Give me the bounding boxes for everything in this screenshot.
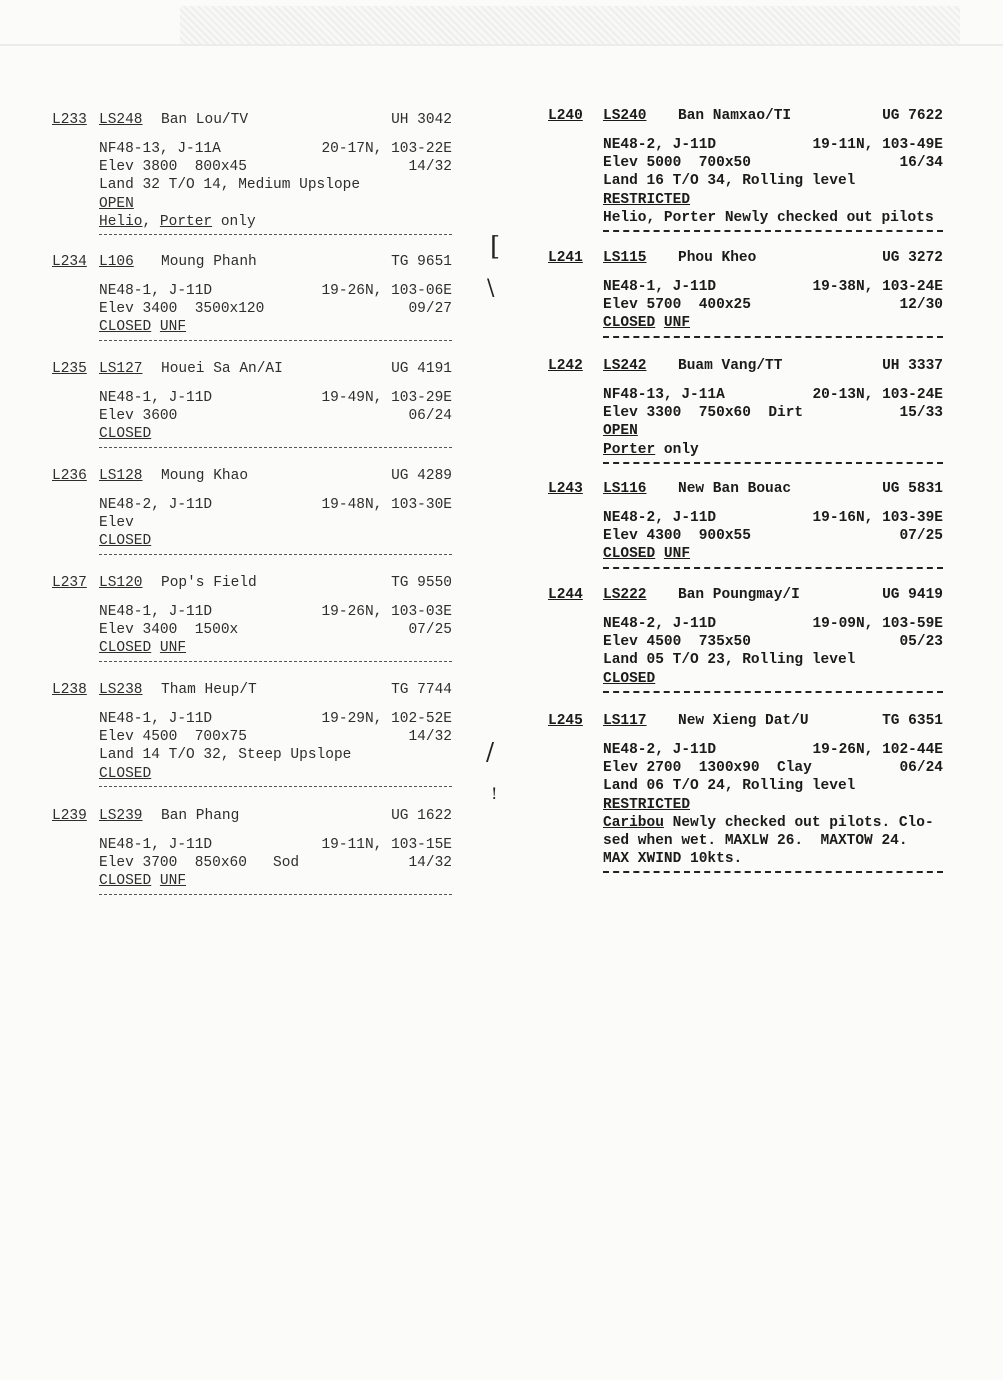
entry-details	[603, 386, 943, 459]
detail-line	[99, 282, 452, 300]
separator-rule	[99, 786, 452, 787]
detail-text: NF48-13, J-11A	[99, 141, 221, 157]
entry-l239	[52, 806, 452, 895]
entry-l235	[52, 359, 452, 448]
detail-line	[99, 621, 452, 639]
detail-line	[99, 603, 452, 621]
entry-l233	[52, 110, 452, 235]
status-text: CLOSED	[603, 546, 656, 563]
grid-reference: UG 9419	[882, 587, 943, 603]
separator-rule	[99, 340, 452, 341]
detail-line	[99, 514, 452, 532]
status-text: CLOSED	[603, 670, 656, 687]
entry-details	[603, 741, 943, 868]
coords-runway: 06/24	[899, 760, 943, 777]
detail-line	[99, 836, 452, 854]
detail-line	[99, 300, 452, 318]
entry-header	[52, 806, 452, 826]
coords-runway: 12/30	[899, 297, 943, 314]
entry-l242	[548, 356, 943, 464]
detail-line	[99, 407, 452, 425]
status-text: CLOSED	[99, 640, 152, 657]
entry-l240	[548, 106, 943, 232]
grid-reference: UG 3272	[882, 250, 943, 266]
status-text: CLOSED	[99, 873, 152, 890]
detail-text: Elev 3300 750x60 Dirt	[603, 405, 804, 422]
grid-reference: UG 5831	[882, 481, 943, 497]
status-text: UNF	[159, 319, 187, 336]
site-name: Moung Phanh	[161, 254, 257, 270]
detail-text: Elev 3400 1500x	[99, 622, 239, 639]
entry-details	[99, 496, 452, 551]
separator-rule	[603, 567, 943, 569]
detail-text: NE48-1, J-11D	[99, 390, 213, 406]
detail-line	[99, 765, 452, 783]
status-text: CLOSED	[99, 533, 152, 550]
detail-line	[99, 318, 452, 336]
coords-runway: 19-26N, 103-06E	[321, 283, 452, 299]
detail-text: Elev 5000 700x50	[603, 155, 751, 172]
detail-line	[603, 832, 943, 850]
site-name: Ban Namxao/TI	[678, 108, 792, 124]
detail-text	[655, 546, 664, 562]
detail-line	[99, 854, 452, 872]
detail-line	[603, 741, 943, 759]
detail-line	[603, 191, 943, 209]
detail-text: Land 05 T/O 23, Rolling level	[603, 652, 856, 669]
detail-text: MAX XWIND 10kts.	[603, 851, 743, 868]
lima-site-number: LS240	[603, 108, 647, 124]
coords-runway: 09/27	[408, 301, 452, 318]
status-text: Porter	[603, 441, 656, 458]
separator-rule	[603, 871, 943, 873]
detail-text: NE48-1, J-11D	[99, 837, 213, 853]
grid-reference: TG 6351	[882, 713, 943, 729]
detail-line	[99, 176, 452, 194]
grid-reference: UH 3337	[882, 358, 943, 374]
margin-tick-mark: \	[487, 276, 495, 301]
coords-runway: 14/32	[408, 729, 452, 746]
detail-text: Elev 2700 1300x90 Clay	[603, 760, 812, 777]
detail-line	[603, 633, 943, 651]
status-text: Porter	[159, 213, 213, 230]
detail-text: Elev 3700 850x60 Sod	[99, 855, 300, 872]
detail-line	[603, 545, 943, 563]
detail-text: NE48-1, J-11D	[99, 604, 213, 620]
coords-runway: 05/23	[899, 634, 943, 651]
detail-text: NE48-2, J-11D	[603, 137, 717, 153]
coords-runway: 07/25	[408, 622, 452, 639]
entry-details	[603, 615, 943, 688]
detail-line	[99, 532, 452, 550]
detail-line	[603, 615, 943, 633]
lima-site-number: LS127	[99, 361, 143, 377]
detail-text: NE48-2, J-11D	[603, 742, 717, 758]
site-code: L233	[52, 112, 87, 128]
entry-details	[99, 389, 452, 444]
site-code: L241	[548, 250, 583, 266]
status-text: Helio	[99, 213, 143, 230]
entry-header	[52, 466, 452, 486]
separator-rule	[99, 447, 452, 448]
margin-slash-mark: /	[486, 738, 495, 766]
coords-runway: 14/32	[408, 855, 452, 872]
detail-text: only	[212, 213, 256, 230]
separator-rule	[99, 894, 452, 895]
scan-artifact	[180, 6, 960, 46]
detail-text: Land 06 T/O 24, Rolling level	[603, 778, 856, 795]
site-code: L244	[548, 587, 583, 603]
coords-runway: 20-13N, 103-24E	[812, 387, 943, 403]
detail-line	[603, 278, 943, 296]
entry-details	[603, 136, 943, 227]
grid-reference: UG 4289	[391, 468, 452, 484]
site-name: Houei Sa An/AI	[161, 361, 283, 377]
site-code: L245	[548, 713, 583, 729]
detail-line	[99, 746, 452, 764]
grid-reference: TG 9550	[391, 575, 452, 591]
coords-runway: 19-11N, 103-49E	[812, 137, 943, 153]
detail-text: only	[655, 441, 699, 458]
status-text: UNF	[159, 873, 187, 890]
lima-site-number: L106	[99, 254, 134, 270]
detail-text: Elev 4300 900x55	[603, 528, 751, 545]
detail-line	[99, 496, 452, 514]
coords-runway: 14/32	[408, 159, 452, 176]
detail-text: Elev 4500 735x50	[603, 634, 751, 651]
detail-line	[603, 509, 943, 527]
detail-line	[603, 314, 943, 332]
detail-line	[603, 209, 943, 227]
site-code: L238	[52, 682, 87, 698]
detail-text	[151, 319, 160, 335]
status-text: CLOSED	[99, 765, 152, 782]
entry-header	[548, 711, 943, 731]
entry-l245	[548, 711, 943, 873]
entry-header	[52, 110, 452, 130]
detail-text: Elev 3800 800x45	[99, 159, 247, 176]
detail-text: NE48-2, J-11D	[603, 510, 717, 526]
detail-line	[99, 389, 452, 407]
detail-text: NE48-2, J-11D	[603, 616, 717, 632]
site-code: L236	[52, 468, 87, 484]
entry-l236	[52, 466, 452, 555]
entry-l237	[52, 573, 452, 662]
coords-runway: 19-48N, 103-30E	[321, 497, 452, 513]
coords-runway: 19-26N, 103-03E	[321, 604, 452, 620]
coords-runway: 19-38N, 103-24E	[812, 279, 943, 295]
scan-edge	[0, 44, 1003, 46]
entry-details	[99, 282, 452, 337]
detail-text: Elev	[99, 515, 134, 532]
detail-line	[603, 404, 943, 422]
detail-text: Helio, Porter Newly checked out pilots	[603, 209, 934, 226]
site-code: L240	[548, 108, 583, 124]
entry-header	[52, 573, 452, 593]
detail-line	[603, 136, 943, 154]
site-code: L235	[52, 361, 87, 377]
detail-line	[603, 850, 943, 868]
detail-text	[151, 873, 160, 889]
detail-line	[603, 386, 943, 404]
entry-l234	[52, 252, 452, 341]
lima-site-number: LS238	[99, 682, 143, 698]
coords-runway: 19-16N, 103-39E	[812, 510, 943, 526]
grid-reference: UH 3042	[391, 112, 452, 128]
detail-line	[603, 527, 943, 545]
entry-details	[99, 603, 452, 658]
detail-text: Land 14 T/O 32, Steep Upslope	[99, 747, 352, 764]
entry-header	[548, 479, 943, 499]
status-text: Caribou	[603, 814, 664, 831]
detail-text: Newly checked out pilots. Clo-	[663, 814, 934, 831]
lima-site-number: LS116	[603, 481, 647, 497]
site-code: L237	[52, 575, 87, 591]
detail-line	[99, 158, 452, 176]
grid-reference: TG 9651	[391, 254, 452, 270]
site-name: New Xieng Dat/U	[678, 713, 809, 729]
detail-line	[603, 296, 943, 314]
status-text: CLOSED	[603, 315, 656, 332]
site-name: Phou Kheo	[678, 250, 757, 266]
detail-text: Elev 3600	[99, 408, 178, 425]
detail-line	[603, 759, 943, 777]
entry-header	[52, 359, 452, 379]
detail-line	[99, 728, 452, 746]
coords-runway: 19-09N, 103-59E	[812, 616, 943, 632]
site-code: L234	[52, 254, 87, 270]
site-code: L242	[548, 358, 583, 374]
detail-text: Land 16 T/O 34, Rolling level	[603, 173, 856, 190]
site-code: L243	[548, 481, 583, 497]
grid-reference: TG 7744	[391, 682, 452, 698]
detail-line	[603, 422, 943, 440]
site-name: Moung Khao	[161, 468, 249, 484]
lima-site-number: LS117	[603, 713, 647, 729]
detail-line	[603, 172, 943, 190]
grid-reference: UG 7622	[882, 108, 943, 124]
coords-runway: 19-26N, 102-44E	[812, 742, 943, 758]
detail-line	[603, 670, 943, 688]
entry-details	[603, 278, 943, 333]
lima-site-number: LS120	[99, 575, 143, 591]
detail-text: NF48-13, J-11A	[603, 387, 725, 403]
status-text: RESTRICTED	[603, 191, 691, 208]
site-name: Ban Poungmay/I	[678, 587, 800, 603]
separator-rule	[603, 691, 943, 693]
separator-rule	[603, 230, 943, 232]
site-name: New Ban Bouac	[678, 481, 792, 497]
detail-text: NE48-1, J-11D	[99, 283, 213, 299]
detail-line	[603, 441, 943, 459]
entry-l238	[52, 680, 452, 787]
entry-header	[548, 356, 943, 376]
margin-dot-mark: !	[491, 784, 498, 803]
site-name: Pop's Field	[161, 575, 257, 591]
lima-site-number: LS128	[99, 468, 143, 484]
coords-runway: 16/34	[899, 155, 943, 172]
detail-line	[99, 213, 452, 231]
status-text: OPEN	[603, 423, 638, 440]
detail-line	[99, 195, 452, 213]
detail-text: NE48-2, J-11D	[99, 497, 213, 513]
grid-reference: UG 4191	[391, 361, 452, 377]
site-name: Ban Phang	[161, 808, 240, 824]
detail-line	[603, 777, 943, 795]
status-text: CLOSED	[99, 426, 152, 443]
entry-header	[52, 680, 452, 700]
entry-l241	[548, 248, 943, 338]
entry-header	[548, 248, 943, 268]
detail-line	[603, 814, 943, 832]
coords-runway: 06/24	[408, 408, 452, 425]
detail-text: Elev 4500 700x75	[99, 729, 247, 746]
detail-text: sed when wet. MAXLW 26. MAXTOW 24.	[603, 832, 908, 849]
detail-line	[99, 140, 452, 158]
status-text: CLOSED	[99, 319, 152, 336]
detail-line	[603, 154, 943, 172]
detail-text: NE48-1, J-11D	[603, 279, 717, 295]
detail-line	[603, 651, 943, 669]
lima-site-number: LS242	[603, 358, 647, 374]
entry-details	[99, 140, 452, 231]
detail-text	[151, 640, 160, 656]
entry-details	[99, 710, 452, 783]
coords-runway: 15/33	[899, 405, 943, 422]
status-text: UNF	[159, 640, 187, 657]
status-text: OPEN	[99, 195, 134, 212]
detail-text	[655, 315, 664, 331]
detail-line	[99, 872, 452, 890]
entry-l243	[548, 479, 943, 569]
status-text: UNF	[663, 546, 691, 563]
coords-runway: 19-29N, 102-52E	[321, 711, 452, 727]
entry-details	[603, 509, 943, 564]
lima-site-number: LS239	[99, 808, 143, 824]
site-name: Tham Heup/T	[161, 682, 257, 698]
coords-runway: 07/25	[899, 528, 943, 545]
entry-details	[99, 836, 452, 891]
site-code: L239	[52, 808, 87, 824]
coords-runway: 20-17N, 103-22E	[321, 141, 452, 157]
separator-rule	[603, 462, 943, 464]
detail-text: Elev 5700 400x25	[603, 297, 751, 314]
site-name: Buam Vang/TT	[678, 358, 783, 374]
entry-header	[548, 585, 943, 605]
lima-site-number: LS222	[603, 587, 647, 603]
entry-l244	[548, 585, 943, 693]
coords-runway: 19-49N, 103-29E	[321, 390, 452, 406]
coords-runway: 19-11N, 103-15E	[321, 837, 452, 853]
site-name: Ban Lou/TV	[161, 112, 249, 128]
grid-reference: UG 1622	[391, 808, 452, 824]
separator-rule	[99, 554, 452, 555]
detail-text: Land 32 T/O 14, Medium Upslope	[99, 177, 361, 194]
detail-text: ,	[142, 213, 160, 230]
separator-rule	[603, 336, 943, 338]
lima-site-number: LS248	[99, 112, 143, 128]
lima-site-number: LS115	[603, 250, 647, 266]
detail-text: NE48-1, J-11D	[99, 711, 213, 727]
margin-bracket-mark: [	[490, 232, 501, 262]
entry-header	[52, 252, 452, 272]
entry-header	[548, 106, 943, 126]
detail-text: Elev 3400 3500x120	[99, 301, 265, 318]
detail-line	[99, 639, 452, 657]
status-text: UNF	[663, 315, 691, 332]
separator-rule	[99, 661, 452, 662]
detail-line	[99, 710, 452, 728]
detail-line	[603, 796, 943, 814]
detail-line	[99, 425, 452, 443]
status-text: RESTRICTED	[603, 796, 691, 813]
separator-rule	[99, 234, 452, 235]
